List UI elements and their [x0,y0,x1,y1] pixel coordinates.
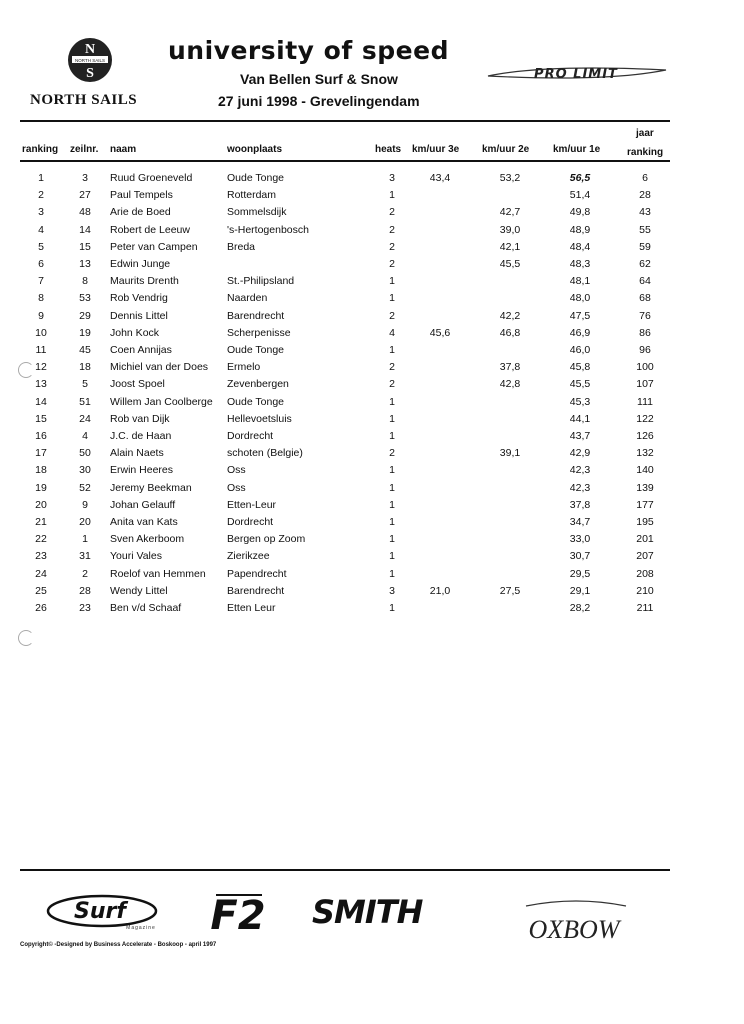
cell-jaar: 195 [636,516,654,528]
cell-zeil: 51 [79,395,91,408]
cell-km1: 28,2 [569,602,591,614]
cell-km1: 46,9 [569,326,591,339]
cell-km1: 42,3 [569,481,591,494]
cell-woon: Oss [227,464,246,477]
cell-km1: 51,4 [569,189,591,202]
col-km2: km/uur 2e [482,144,530,155]
cell-jaar: 201 [636,533,654,546]
cell-jaar: 132 [636,447,654,460]
cell-km1: 29,5 [569,567,591,580]
cell-heats: 1 [389,189,395,202]
cell-heats: 1 [389,275,395,288]
cell-jaar: 86 [639,326,651,339]
cell-rank: 17 [35,447,47,460]
cell-woon: Etten-Leur [227,498,277,511]
cell-heats: 2 [389,378,395,391]
copyright: Copyright© -Designed by Business Accelerate - Boskoop - april 1997 [20,942,217,948]
cell-km2: 27,5 [499,584,521,597]
cell-jaar: 6 [642,172,648,184]
table-row [0,568,744,585]
cell-zeil: 2 [82,567,88,580]
cell-woon: Naarden [227,292,268,305]
cell-zeil: 3 [82,172,88,184]
col-ranking: ranking [22,144,59,155]
table-row [0,224,744,241]
cell-zeil: 45 [79,344,91,356]
cell-rank: 3 [38,206,44,219]
cell-woon: Scherpenisse [227,326,291,339]
col-heats: heats [375,144,402,155]
table-row [0,499,744,516]
cell-heats: 1 [389,464,395,477]
table-row [0,396,744,413]
table-row [0,189,744,206]
cell-naam: John Kock [110,326,160,339]
cell-heats: 3 [389,584,395,597]
cell-heats: 1 [389,602,395,614]
cell-heats: 1 [389,412,395,425]
cell-km1: 37,8 [569,498,591,511]
oxbow-logo [516,898,634,942]
cell-heats: 2 [389,206,395,219]
cell-rank: 11 [35,344,47,356]
cell-km2: 39,1 [499,447,521,460]
cell-rank: 9 [38,309,44,322]
cell-heats: 2 [389,447,395,460]
col-naam: naam [110,144,137,155]
cell-rank: 6 [38,258,44,270]
cell-zeil: 28 [79,584,91,597]
cell-heats: 2 [389,258,395,270]
cell-woon: 's-Hertogenbosch [227,223,309,236]
cell-woon: Hellevoetsluis [227,412,292,425]
cell-km3: 43,4 [429,172,451,184]
cell-km2: 46,8 [499,326,521,339]
cell-zeil: 29 [79,309,91,322]
cell-jaar: 140 [636,464,654,477]
cell-jaar: 64 [639,275,651,288]
table-row [0,602,744,619]
cell-zeil: 15 [79,240,91,253]
table-row [0,447,744,464]
cell-heats: 1 [389,481,395,494]
cell-jaar: 59 [639,240,651,253]
cell-naam: Ben v/d Schaaf [110,602,182,614]
cell-km1: 30,7 [569,550,591,563]
table-row [0,533,744,550]
svg-text:OXBOW: OXBOW [528,915,620,942]
cell-zeil: 24 [79,412,91,425]
cell-jaar: 100 [636,361,654,374]
cell-jaar: 76 [639,309,651,322]
cell-zeil: 8 [82,275,88,288]
cell-zeil: 14 [79,223,91,236]
cell-heats: 1 [389,498,395,511]
cell-naam: Johan Gelauff [110,498,176,511]
north-sails-emblem-icon [66,36,114,84]
cell-naam: Youri Vales [110,550,162,563]
cell-zeil: 31 [79,550,91,563]
cell-rank: 21 [35,516,47,528]
cell-rank: 25 [35,584,47,597]
cell-jaar: 177 [636,498,654,511]
cell-heats: 2 [389,361,395,374]
cell-woon: St.-Philipsland [227,275,295,288]
cell-naam: Roelof van Hemmen [110,567,206,580]
cell-woon: schoten (Belgie) [227,447,303,460]
cell-km1: 46,0 [569,344,591,356]
cell-naam: Ruud Groeneveld [110,172,193,184]
col-km1: km/uur 1e [553,144,601,155]
cell-naam: Anita van Kats [110,516,178,528]
cell-woon: Breda [227,240,256,253]
cell-km3: 45,6 [429,326,451,339]
cell-jaar: 207 [636,550,654,563]
cell-naam: Sven Akerboom [110,533,185,546]
table-row [0,172,744,189]
cell-jaar: 139 [636,481,654,494]
table-row [0,378,744,395]
cell-woon: Etten Leur [227,602,276,614]
smith-logo: SMITH [312,893,423,931]
cell-jaar: 28 [639,189,651,202]
cell-rank: 24 [35,567,47,580]
cell-jaar: 107 [636,378,654,391]
cell-km1: 48,4 [569,240,591,253]
table-row [0,413,744,430]
cell-woon: Sommelsdijk [227,206,287,219]
cell-km1: 45,3 [569,395,591,408]
cell-km1: 34,7 [569,516,591,528]
cell-rank: 5 [38,240,44,253]
cell-zeil: 5 [82,378,88,391]
pro-limit-logo [486,62,668,84]
page-title: university of speed [168,36,449,65]
table-row [0,585,744,602]
table-header-divider [20,160,670,162]
header-divider [20,120,670,122]
col-km3: km/uur 3e [412,144,460,155]
subtitle: Van Bellen Surf & Snow [240,71,398,87]
table-row [0,516,744,533]
table-row [0,550,744,567]
cell-km1: 45,5 [569,378,591,391]
cell-km1: 42,3 [569,464,591,477]
svg-text:PRO LIMIT: PRO LIMIT [534,67,618,82]
event-date-location: 27 juni 1998 - Grevelingendam [218,93,420,109]
cell-rank: 23 [35,550,47,563]
pro-limit-swoosh-icon [486,62,668,84]
cell-naam: Willem Jan Coolberge [110,395,213,408]
cell-zeil: 27 [79,189,91,202]
cell-zeil: 4 [82,430,88,442]
table-row [0,241,744,258]
cell-naam: Rob Vendrig [110,292,168,305]
col-jaar-ranking: ranking [627,147,664,158]
cell-jaar: 208 [636,567,654,580]
cell-woon: Rotterdam [227,189,277,202]
cell-rank: 22 [35,533,47,546]
cell-jaar: 96 [639,344,651,356]
cell-heats: 1 [389,395,395,408]
table-row [0,275,744,292]
cell-rank: 20 [35,498,47,511]
cell-rank: 16 [35,430,47,442]
table-row [0,327,744,344]
cell-heats: 1 [389,344,395,356]
cell-woon: Papendrecht [227,567,287,580]
punch-hole-bottom [18,630,34,646]
cell-km1: 47,5 [569,309,591,322]
cell-zeil: 52 [79,481,91,494]
cell-woon: Barendrecht [227,584,285,597]
cell-woon: Barendrecht [227,309,285,322]
cell-woon: Ermelo [227,361,261,374]
cell-km1: 48,3 [569,258,591,270]
cell-heats: 1 [389,567,395,580]
cell-heats: 1 [389,292,395,305]
cell-km2: 42,1 [499,240,521,253]
cell-woon: Bergen op Zoom [227,533,306,546]
table-row [0,464,744,481]
table-row [0,344,744,361]
cell-km2: 37,8 [499,361,521,374]
cell-jaar: 126 [636,430,654,442]
cell-naam: Maurits Drenth [110,275,179,288]
col-jaar: jaar [636,128,654,139]
cell-km1: 44,1 [569,412,591,425]
cell-zeil: 19 [79,326,91,339]
cell-rank: 4 [38,223,44,236]
cell-km1: 49,8 [569,206,591,219]
cell-km1: 43,7 [569,430,591,442]
cell-km1: 45,8 [569,361,591,374]
cell-km1: 42,9 [569,447,591,460]
cell-rank: 26 [35,602,47,614]
cell-naam: Coen Annijas [110,344,172,356]
cell-jaar: 43 [639,206,651,219]
cell-naam: Wendy Littel [110,584,168,597]
col-zeilnr: zeilnr. [70,144,99,155]
cell-naam: Paul Tempels [110,189,173,202]
cell-km1: 33,0 [569,533,591,546]
cell-jaar: 111 [637,395,653,408]
cell-woon: Dordrecht [227,430,274,442]
cell-rank: 15 [35,412,47,425]
footer-divider [20,869,670,871]
north-sails-logo [66,36,114,84]
svg-text:S: S [86,66,94,81]
surf-logo [46,893,162,933]
cell-rank: 1 [38,172,44,184]
cell-km2: 42,7 [499,206,521,219]
cell-naam: Dennis Littel [110,309,168,322]
cell-naam: Michiel van der Does [110,361,209,374]
cell-jaar: 55 [639,223,651,236]
cell-heats: 1 [389,533,395,546]
cell-zeil: 53 [79,292,91,305]
cell-naam: Joost Spoel [110,378,165,391]
cell-km2: 39,0 [499,223,521,236]
cell-zeil: 20 [79,516,91,528]
cell-heats: 1 [389,430,395,442]
table-row [0,430,744,447]
cell-zeil: 13 [79,258,91,270]
table-row [0,206,744,223]
cell-heats: 1 [389,550,395,563]
cell-km1: 48,9 [569,223,591,236]
cell-woon: Oude Tonge [227,395,285,408]
cell-woon: Oude Tonge [227,344,285,356]
f2-logo [208,887,268,937]
cell-naam: Edwin Junge [110,258,171,270]
svg-text:F2: F2 [210,893,266,937]
cell-jaar: 211 [636,602,654,614]
svg-text:Surf: Surf [74,899,126,924]
cell-naam: Jeremy Beekman [110,481,192,494]
cell-jaar: 122 [636,412,654,425]
cell-woon: Zierikzee [227,550,270,563]
punch-hole-top [18,362,34,378]
cell-jaar: 62 [639,258,651,270]
cell-km3: 21,0 [429,584,451,597]
svg-text:Magazine: Magazine [126,925,156,931]
cell-km1: 48,0 [569,292,591,305]
cell-rank: 12 [35,361,47,374]
cell-naam: Robert de Leeuw [110,223,190,236]
cell-heats: 2 [389,223,395,236]
cell-zeil: 30 [79,464,91,477]
north-sails-wordmark: NORTH SAILS [30,92,138,108]
table-row [0,482,744,499]
cell-rank: 19 [35,481,47,494]
cell-heats: 2 [389,240,395,253]
cell-heats: 1 [389,516,395,528]
cell-zeil: 9 [82,498,88,511]
svg-text:NORTH SAILS: NORTH SAILS [75,58,105,63]
cell-jaar: 210 [636,584,654,597]
cell-zeil: 50 [79,447,91,460]
cell-woon: Dordrecht [227,516,274,528]
cell-naam: Rob van Dijk [110,412,170,425]
cell-naam: Erwin Heeres [110,464,174,477]
cell-rank: 8 [38,292,44,305]
cell-km1: 48,1 [569,275,591,288]
cell-zeil: 1 [82,533,88,546]
cell-naam: J.C. de Haan [110,430,172,442]
table-row [0,310,744,327]
col-woonplaats: woonplaats [227,144,283,155]
cell-heats: 3 [389,172,395,184]
cell-zeil: 23 [79,602,91,614]
cell-heats: 4 [389,326,395,339]
table-row [0,292,744,309]
cell-woon: Oude Tonge [227,172,285,184]
cell-naam: Peter van Campen [110,240,198,253]
cell-woon: Zevenbergen [227,378,289,391]
cell-rank: 10 [35,326,47,339]
cell-km2: 42,2 [499,309,521,322]
cell-rank: 7 [38,275,44,288]
cell-rank: 18 [35,464,47,477]
f2-logo-icon [208,887,268,937]
table-row [0,258,744,275]
cell-naam: Arie de Boed [110,206,171,219]
cell-km2: 45,5 [499,258,521,270]
cell-rank: 14 [35,395,47,408]
cell-zeil: 18 [79,361,91,374]
svg-text:N: N [84,42,96,57]
cell-zeil: 48 [79,206,91,219]
cell-km1: 29,1 [569,584,591,597]
oxbow-logo-icon [516,898,634,942]
cell-km2: 42,8 [499,378,521,391]
cell-km2: 53,2 [499,172,521,184]
cell-rank: 2 [38,189,44,202]
cell-rank: 13 [35,378,47,391]
cell-heats: 2 [389,309,395,322]
cell-naam: Alain Naets [110,447,164,460]
cell-woon: Oss [227,481,246,494]
cell-km1: 56,5 [569,172,591,184]
surf-magazine-logo-icon [46,893,162,933]
table-row [0,361,744,378]
cell-jaar: 68 [639,292,651,305]
